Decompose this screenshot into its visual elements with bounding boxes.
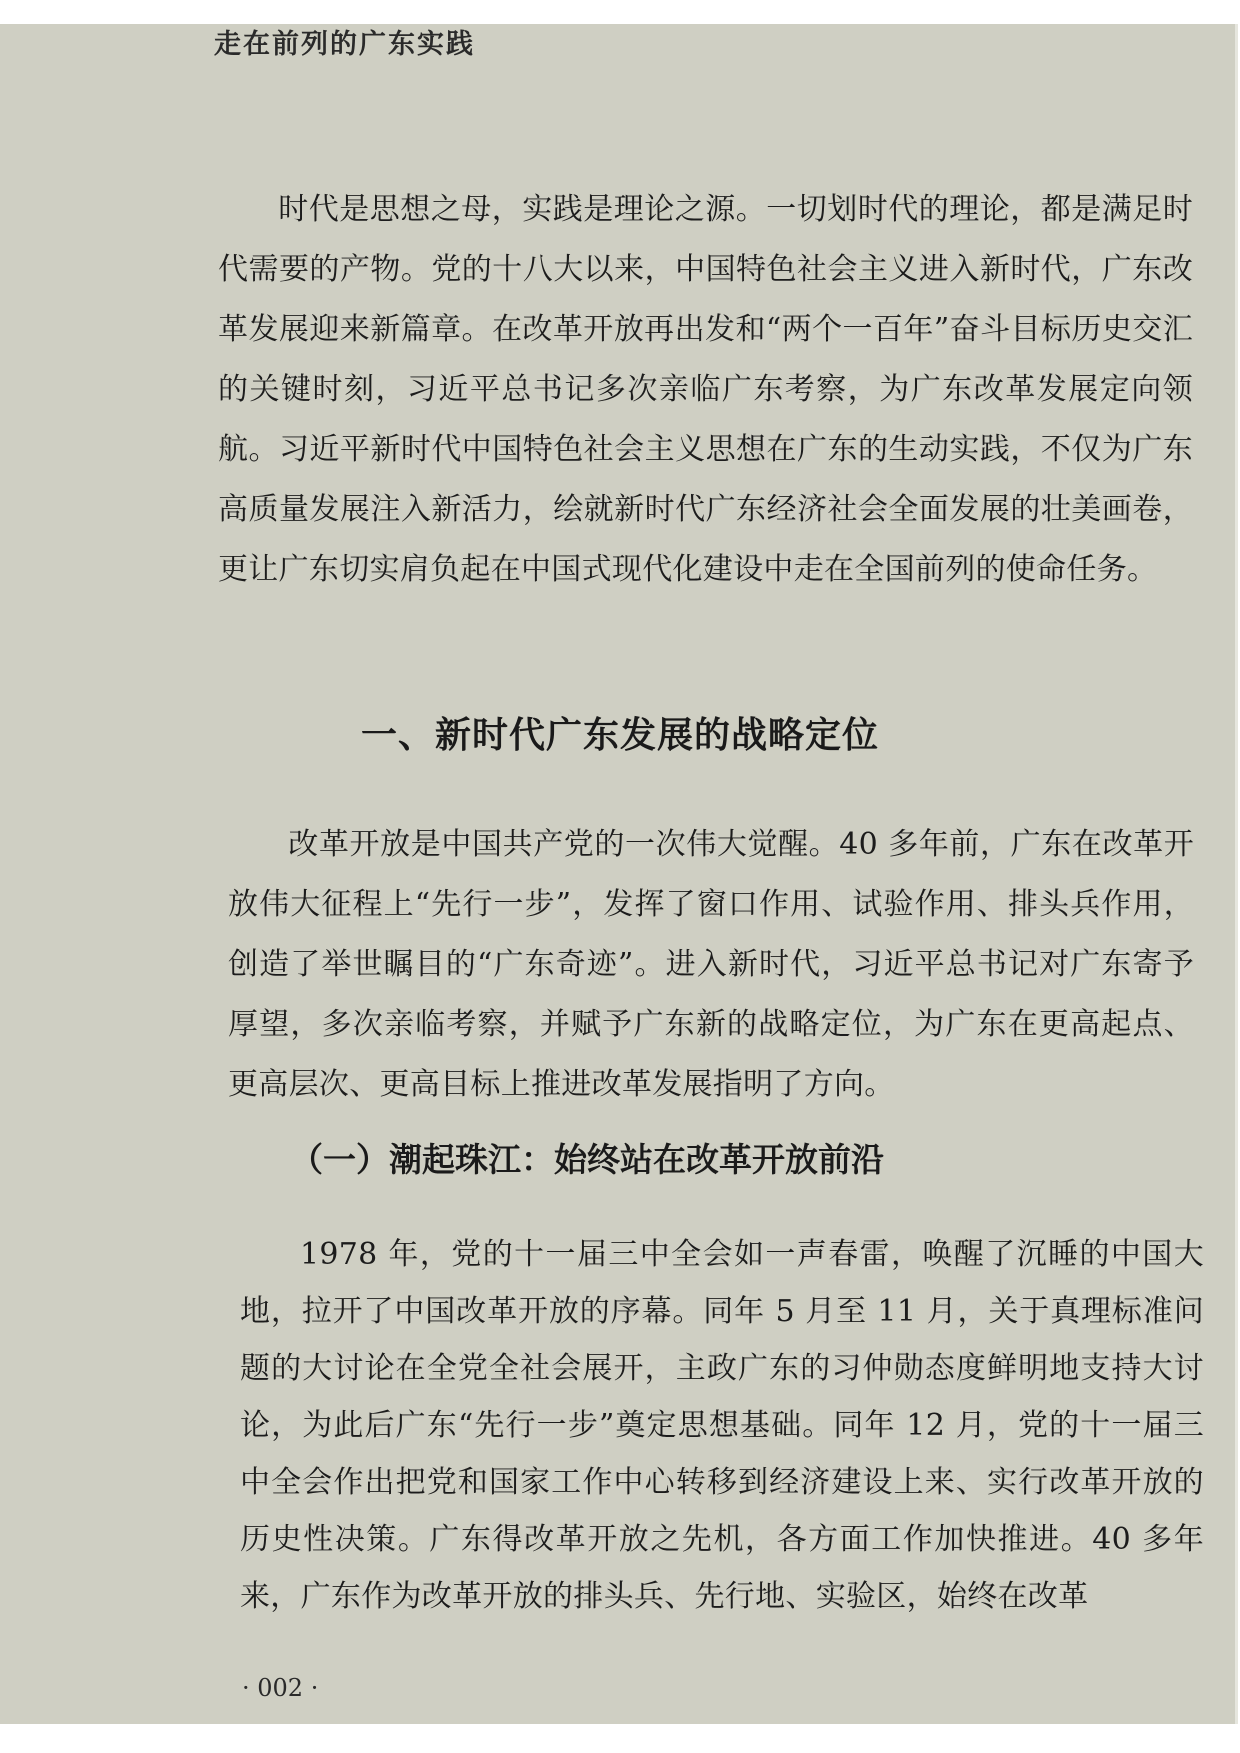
body-paragraph-text: 1978 年，党的十一届三中全会如一声春雷，唤醒了沉睡的中国大地，拉开了中国改革开放的序幕。同年 5 月至 11 月，关于真理标准问题的大讨论在全党全社会展开，主政广东的习仲勋态度鲜明地支持大讨论，为此后广东“先行一步”奠定思想基础。同年 12 月，党的十一届三中全会作出把党和国家工作中心转移到经济建设上来、实行改革开放的历史性决策。广东得改革开放之先机，各方面工作加快推进。40 多年来，广东作为改革开放的排头兵、先行地、实验区，始终在改革 [240, 1237, 1204, 1614]
section-paragraph [228, 815, 1194, 1115]
body-paragraph [240, 1226, 1204, 1625]
running-head: 走在前列的广东实践 [214, 29, 475, 60]
intro-paragraph-text: 时代是思想之母，实践是理论之源。一切划时代的理论，都是满足时代需要的产物。党的十八大以来，中国特色社会主义进入新时代，广东改革发展迎来新篇章。在改革开放再出发和“两个一百年”奋斗目标历史交汇的关键时刻，习近平总书记多次亲临广东考察，为广东改革发展定向领航。习近平新时代中国特色社会主义思想在广东的生动实践，不仅为广东高质量发展注入新活力，绘就新时代广东经济社会全面发展的壮美画卷，更让广东切实肩负起在中国式现代化建设中走在全国前列的使命任务。 [218, 192, 1193, 587]
sub-heading: （一）潮起珠江：始终站在改革开放前沿 [290, 1140, 884, 1179]
book-page [0, 24, 1238, 1724]
section-paragraph-text: 改革开放是中国共产党的一次伟大觉醒。40 多年前，广东在改革开放伟大征程上“先行一步”，发挥了窗口作用、试验作用、排头兵作用，创造了举世瞩目的“广东奇迹”。进入新时代，习近平总书记对广东寄予厚望，多次亲临考察，并赋予广东新的战略定位，为广东在更高起点、更高层次、更高目标上推进改革发展指明了方向。 [228, 827, 1194, 1102]
section-heading: 一、新时代广东发展的战略定位 [360, 715, 879, 756]
intro-paragraph [218, 180, 1193, 600]
page-number: · 002 · [242, 1674, 319, 1702]
